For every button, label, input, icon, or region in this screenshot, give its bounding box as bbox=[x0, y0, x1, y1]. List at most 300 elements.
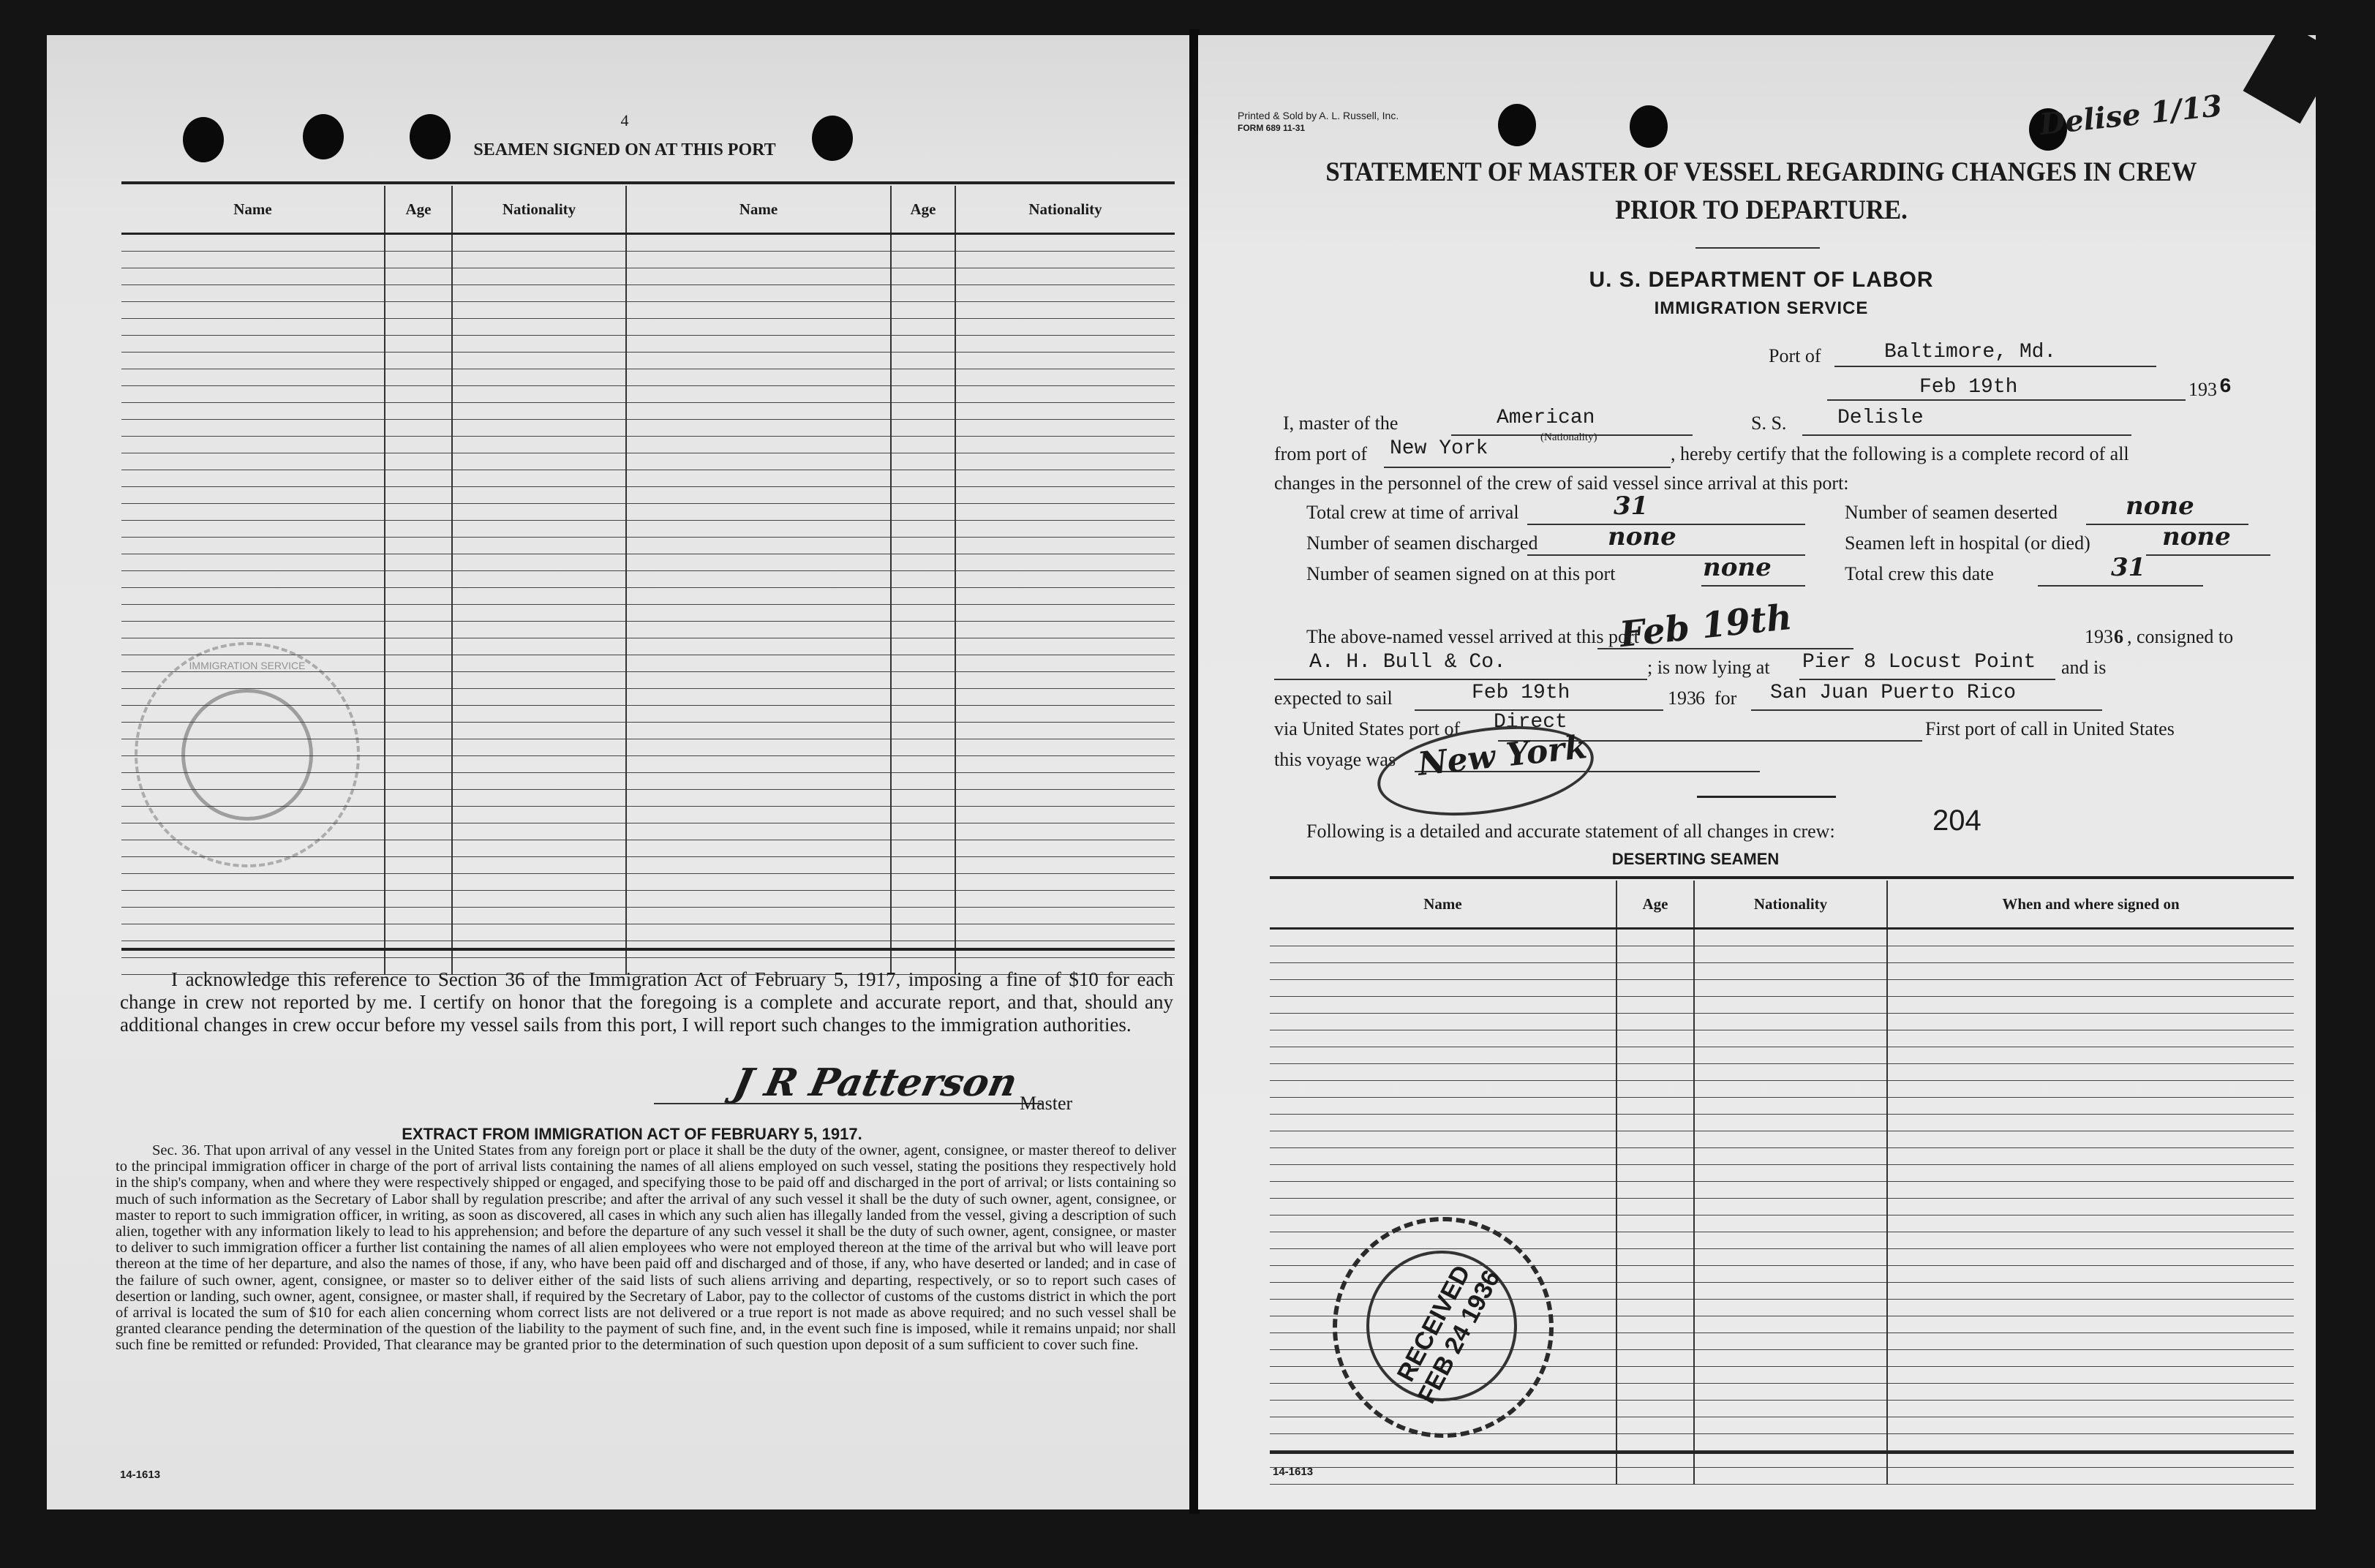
table-cell bbox=[452, 756, 626, 773]
table-cell bbox=[452, 386, 626, 403]
master-signature: J R Patterson bbox=[729, 1060, 1022, 1105]
title-rule bbox=[1695, 247, 1820, 249]
table-cell bbox=[1616, 1434, 1694, 1451]
table-cell bbox=[1694, 1131, 1887, 1148]
table-cell bbox=[385, 252, 452, 268]
table-cell bbox=[626, 538, 891, 554]
table-row bbox=[1270, 1165, 2294, 1182]
table-cell bbox=[955, 689, 1175, 706]
table-cell bbox=[1694, 1350, 1887, 1367]
table-cell bbox=[955, 807, 1175, 823]
table-cell bbox=[452, 605, 626, 622]
master-of-label: I, master of the bbox=[1283, 412, 1399, 434]
table-cell bbox=[1616, 1182, 1694, 1199]
date-value: Feb 19th bbox=[1919, 376, 2018, 399]
table-cell bbox=[452, 588, 626, 605]
table-cell bbox=[955, 672, 1175, 689]
table-cell bbox=[626, 924, 891, 941]
table-cell bbox=[1694, 1316, 1887, 1333]
table-cell bbox=[1694, 1232, 1887, 1249]
table-cell bbox=[385, 891, 452, 908]
table-cell bbox=[385, 453, 452, 470]
table-cell bbox=[452, 487, 626, 504]
table-cell bbox=[1694, 929, 1887, 946]
table-cell bbox=[385, 234, 452, 252]
table-cell bbox=[891, 437, 955, 453]
table-cell bbox=[385, 302, 452, 319]
table-cell bbox=[1694, 1047, 1887, 1064]
table-cell bbox=[385, 319, 452, 336]
table-cell bbox=[891, 521, 955, 538]
table-cell bbox=[1694, 1199, 1887, 1215]
table-cell bbox=[955, 857, 1175, 874]
table-cell bbox=[1616, 1333, 1694, 1350]
table-cell bbox=[385, 924, 452, 941]
table-row bbox=[1270, 1030, 2294, 1047]
table-cell bbox=[1694, 1417, 1887, 1434]
punch-hole bbox=[1498, 104, 1536, 146]
table-cell bbox=[1887, 1350, 2294, 1367]
table-row bbox=[1270, 1182, 2294, 1199]
table-cell bbox=[626, 857, 891, 874]
signed-on-line bbox=[1701, 585, 1805, 587]
expected-label: expected to sail bbox=[1274, 687, 1393, 709]
table-row bbox=[1270, 1098, 2294, 1115]
table-cell bbox=[385, 689, 452, 706]
table-cell bbox=[121, 622, 385, 638]
table-cell bbox=[385, 420, 452, 437]
table-cell bbox=[452, 403, 626, 420]
table-cell bbox=[891, 655, 955, 672]
table-cell bbox=[626, 723, 891, 739]
destination-value: San Juan Puerto Rico bbox=[1770, 682, 2017, 704]
table-cell bbox=[452, 521, 626, 538]
table-cell bbox=[955, 723, 1175, 739]
table-cell bbox=[385, 369, 452, 386]
col-age: Age bbox=[1616, 881, 1694, 929]
table-cell bbox=[121, 369, 385, 386]
table-cell bbox=[1270, 1199, 1616, 1215]
stamp-inner-ring bbox=[181, 689, 313, 821]
table-row bbox=[121, 252, 1175, 268]
table-cell bbox=[891, 773, 955, 790]
table-cell bbox=[1270, 929, 1616, 946]
table-cell bbox=[891, 807, 955, 823]
table-cell bbox=[955, 588, 1175, 605]
table-cell bbox=[1694, 1468, 1887, 1485]
table-cell bbox=[1694, 1384, 1887, 1401]
table-cell bbox=[385, 706, 452, 723]
service-name: IMMIGRATION SERVICE bbox=[1654, 298, 1869, 318]
nationality-value: American bbox=[1497, 407, 1595, 429]
table-cell bbox=[1694, 1434, 1887, 1451]
table-row bbox=[121, 538, 1175, 554]
table-cell bbox=[626, 823, 891, 840]
table-cell bbox=[1616, 1367, 1694, 1384]
table-row bbox=[1270, 946, 2294, 963]
table-cell bbox=[385, 470, 452, 487]
table-header-row bbox=[1270, 881, 2294, 929]
table-cell bbox=[1887, 1401, 2294, 1417]
printer-credit: Printed & Sold by A. L. Russell, Inc. bbox=[1238, 110, 1399, 121]
arrived-year-digit: 6 bbox=[2114, 626, 2123, 647]
signed-on-label: Number of seamen signed on at this port bbox=[1306, 563, 1616, 584]
table-cell bbox=[1270, 1468, 1616, 1485]
table-cell bbox=[452, 823, 626, 840]
table-cell bbox=[385, 773, 452, 790]
table-cell bbox=[891, 319, 955, 336]
table-cell bbox=[121, 554, 385, 571]
table-cell bbox=[121, 268, 385, 285]
table-cell bbox=[1887, 1333, 2294, 1350]
table-cell bbox=[1270, 1064, 1616, 1081]
table-cell bbox=[955, 403, 1175, 420]
table-cell bbox=[891, 588, 955, 605]
arrived-date-value: Feb 19th bbox=[1617, 596, 1794, 656]
table-cell bbox=[1887, 1300, 2294, 1316]
table-row bbox=[121, 453, 1175, 470]
table-cell bbox=[1887, 1081, 2294, 1098]
table-row bbox=[121, 874, 1175, 891]
table-cell bbox=[1694, 1182, 1887, 1199]
table-cell bbox=[626, 268, 891, 285]
table-cell bbox=[1887, 1283, 2294, 1300]
table-cell bbox=[891, 790, 955, 807]
table-cell bbox=[955, 386, 1175, 403]
table-cell bbox=[1616, 929, 1694, 946]
acknowledgement-text: I acknowledge this reference to Section 36 of the Immigration Act of February 5, 1917, imposing a fine of $10 for each change in crew not reported by me. I certify on honor that the foregoing is a complete and accurate report, and that, should any additional changes in crew occur before my vessel sails from this port, I will report such changes to the immigration authorities. bbox=[120, 968, 1173, 1036]
table-cell bbox=[1887, 963, 2294, 980]
table-cell bbox=[1616, 1115, 1694, 1131]
table-cell bbox=[891, 353, 955, 369]
table-cell bbox=[385, 521, 452, 538]
table-cell bbox=[955, 739, 1175, 756]
table-cell bbox=[1694, 1064, 1887, 1081]
table-cell bbox=[1616, 1417, 1694, 1434]
table-cell bbox=[1616, 1047, 1694, 1064]
sail-year: 193 bbox=[1668, 687, 1696, 709]
table-cell bbox=[891, 554, 955, 571]
consignee-value: A. H. Bull & Co. bbox=[1309, 651, 1506, 674]
table-cell bbox=[1270, 1148, 1616, 1165]
punch-hole bbox=[303, 114, 344, 159]
table-cell bbox=[1694, 1215, 1887, 1232]
table-cell bbox=[1887, 929, 2294, 946]
table-row bbox=[121, 437, 1175, 453]
col-age: Age bbox=[891, 186, 955, 234]
via-label: via United States port of bbox=[1274, 718, 1461, 739]
table-cell bbox=[1616, 1316, 1694, 1333]
table-cell bbox=[452, 268, 626, 285]
table-cell bbox=[891, 234, 955, 252]
table-cell bbox=[955, 302, 1175, 319]
left-page bbox=[47, 35, 1191, 1509]
table-cell bbox=[626, 487, 891, 504]
table-cell bbox=[1887, 1148, 2294, 1165]
table-cell bbox=[955, 268, 1175, 285]
table-cell bbox=[452, 706, 626, 723]
discharged-value: none bbox=[1608, 522, 1676, 551]
signature-line bbox=[654, 1103, 1042, 1104]
table-cell bbox=[1616, 980, 1694, 997]
table-cell bbox=[385, 874, 452, 891]
certify-text: , hereby certify that the following is a complete record of all bbox=[1671, 443, 2129, 464]
col-name: Name bbox=[1270, 881, 1616, 929]
deserted-value: none bbox=[2126, 491, 2194, 521]
table-cell bbox=[955, 638, 1175, 655]
table-cell bbox=[626, 790, 891, 807]
table-cell bbox=[385, 437, 452, 453]
vessel-line bbox=[1802, 434, 2131, 436]
col-nationality: Nationality bbox=[955, 186, 1175, 234]
table-cell bbox=[891, 268, 955, 285]
table-cell bbox=[955, 908, 1175, 924]
table-row bbox=[121, 420, 1175, 437]
table-cell bbox=[626, 420, 891, 437]
table-cell bbox=[626, 319, 891, 336]
table-cell bbox=[385, 790, 452, 807]
total-crew-label: Total crew this date bbox=[1845, 563, 1994, 584]
table-cell bbox=[385, 605, 452, 622]
table-cell bbox=[452, 908, 626, 924]
table-cell bbox=[1270, 1182, 1616, 1199]
table-cell bbox=[121, 453, 385, 470]
table-cell bbox=[955, 504, 1175, 521]
table-cell bbox=[955, 655, 1175, 672]
table-cell bbox=[891, 369, 955, 386]
changes-text: changes in the personnel of the crew of said vessel since arrival at this port: bbox=[1274, 472, 1849, 494]
and-is-label: and is bbox=[2061, 657, 2107, 678]
table-cell bbox=[1694, 1283, 1887, 1300]
table-cell bbox=[385, 336, 452, 353]
table-cell bbox=[1616, 1014, 1694, 1030]
table-cell bbox=[1887, 1014, 2294, 1030]
table-cell bbox=[1694, 1081, 1887, 1098]
table-cell bbox=[452, 554, 626, 571]
deserting-bottom-rule bbox=[1270, 1451, 2294, 1454]
table-cell bbox=[452, 470, 626, 487]
table-cell bbox=[1616, 946, 1694, 963]
col-nationality: Nationality bbox=[1694, 881, 1887, 929]
table-row bbox=[1270, 1081, 2294, 1098]
table-cell bbox=[1270, 1081, 1616, 1098]
table-cell bbox=[121, 571, 385, 588]
immigration-stamp bbox=[135, 642, 360, 867]
table-cell bbox=[1270, 1047, 1616, 1064]
table-cell bbox=[1616, 1131, 1694, 1148]
table-cell bbox=[452, 302, 626, 319]
table-cell bbox=[1887, 1165, 2294, 1182]
table-cell bbox=[1887, 1115, 2294, 1131]
table-row bbox=[121, 622, 1175, 638]
table-cell bbox=[452, 773, 626, 790]
table-cell bbox=[626, 252, 891, 268]
sail-date-value: Feb 19th bbox=[1472, 682, 1570, 704]
table-cell bbox=[1887, 1098, 2294, 1115]
table-cell bbox=[1694, 963, 1887, 980]
table-cell bbox=[626, 437, 891, 453]
table-row bbox=[121, 336, 1175, 353]
table-cell bbox=[452, 655, 626, 672]
table-cell bbox=[626, 908, 891, 924]
total-crew-line bbox=[2038, 585, 2203, 587]
table-cell bbox=[452, 891, 626, 908]
table-cell bbox=[452, 336, 626, 353]
table-cell bbox=[1887, 1417, 2294, 1434]
table-cell bbox=[1694, 1014, 1887, 1030]
table-cell bbox=[1887, 946, 2294, 963]
table-cell bbox=[626, 756, 891, 773]
table-cell bbox=[1694, 980, 1887, 997]
table-cell bbox=[1887, 1249, 2294, 1266]
table-cell bbox=[1694, 997, 1887, 1014]
table-cell bbox=[121, 403, 385, 420]
table-cell bbox=[452, 622, 626, 638]
deserting-title: DESERTING SEAMEN bbox=[1611, 850, 1780, 868]
table-cell bbox=[955, 369, 1175, 386]
table-cell bbox=[452, 790, 626, 807]
table-cell bbox=[626, 521, 891, 538]
extract-text: Sec. 36. That upon arrival of any vessel in the United States from any foreign port or place it shall be the duty of the owner, agent, consignee, or master thereof to deliver to the principal immigration officer in charge of the port of arrival lists containing the names of all aliens employed on such vessel, stating the positions they respectively hold in the ship's company, when and where they were respectively shipped or engaged, and specifying those to be paid off and discharged in the port of arrival; or lists containing so much of such information as the Secretary of Labor shall by regulation prescribe; and after the arrival of any such vessel it shall be the duty of such owner, agent, consignee, or master to report to such immigration officer, in writing, as soon as discovered, all cases in which any such alien has illegally landed from the vessel, giving a description of such alien, together with any information likely to lead to his apprehension; and before the departure of any such vessel it shall be the duty of such owner, agent, consignee, or master to deliver to such immigration officer a further list containing the names of all alien employees who were not employed thereon at the time of the arrival but who will leave port thereon at the time of her departure, and also the names of those, if any, who have been paid off and discharged and of those, if any, who have deserted or landed; and in case of the failure of such owner, agent, consignee, or master so to deliver either of the said lists of such aliens arriving and departing, respectively, or so to report such cases of desertion or landing, such owner, agent, consignee, or master shall, if required by the Secretary of Labor, pay to the collector of customs of the customs district in which the port of arrival is located the sum of $10 for each alien concerning whom correct lists are not delivered or a true report is not made as above required; and no such vessel shall be granted clearance pending the determination of the question of the liability to the payment of such fine, and, in the event such fine is imposed, while it remains unpaid; nor shall such fine be remitted or refunded: Provided, That clearance may be granted prior to the determination of such question upon deposit of a sum sufficient to cover such fine. bbox=[116, 1142, 1176, 1354]
port-value: Baltimore, Md. bbox=[1884, 341, 2057, 363]
table-cell bbox=[1616, 1148, 1694, 1165]
table-row bbox=[121, 605, 1175, 622]
table-cell bbox=[891, 723, 955, 739]
table-cell bbox=[626, 739, 891, 756]
table-cell bbox=[891, 605, 955, 622]
table-cell bbox=[955, 823, 1175, 840]
table-cell bbox=[955, 790, 1175, 807]
table-cell bbox=[626, 638, 891, 655]
table-cell bbox=[955, 874, 1175, 891]
received-stamp-text: RECEIVED FEB 24 1936 bbox=[1391, 1260, 1506, 1409]
table-cell bbox=[121, 302, 385, 319]
table-row bbox=[1270, 1115, 2294, 1131]
col-nationality: Nationality bbox=[452, 186, 626, 234]
table-cell bbox=[452, 840, 626, 857]
table-cell bbox=[955, 285, 1175, 302]
table-cell bbox=[1887, 1232, 2294, 1249]
table-cell bbox=[891, 538, 955, 554]
table-row bbox=[1270, 929, 2294, 946]
table-row bbox=[1270, 963, 2294, 980]
table-cell bbox=[955, 336, 1175, 353]
hospital-value: none bbox=[2162, 522, 2231, 551]
table-cell bbox=[121, 336, 385, 353]
total-crew-value: 31 bbox=[2111, 553, 2146, 582]
table-cell bbox=[891, 874, 955, 891]
table-cell bbox=[385, 285, 452, 302]
table-row bbox=[121, 234, 1175, 252]
table-cell bbox=[955, 773, 1175, 790]
table-cell bbox=[891, 638, 955, 655]
table-cell bbox=[891, 336, 955, 353]
table-cell bbox=[1616, 1215, 1694, 1232]
table-cell bbox=[1887, 1131, 2294, 1148]
table-cell bbox=[1270, 997, 1616, 1014]
year-digit: 6 bbox=[2219, 376, 2232, 399]
from-port-label: from port of bbox=[1274, 443, 1368, 464]
table-cell bbox=[1616, 1232, 1694, 1249]
table-cell bbox=[891, 622, 955, 638]
table-cell bbox=[955, 538, 1175, 554]
table-cell bbox=[891, 453, 955, 470]
table-cell bbox=[1694, 1300, 1887, 1316]
table-cell bbox=[955, 891, 1175, 908]
table-cell bbox=[452, 285, 626, 302]
table-cell bbox=[385, 807, 452, 823]
table-row bbox=[121, 268, 1175, 285]
table-cell bbox=[452, 672, 626, 689]
table-cell bbox=[1887, 1064, 2294, 1081]
table-cell bbox=[1616, 1165, 1694, 1182]
punch-hole bbox=[183, 117, 224, 162]
form-title-line2: PRIOR TO DEPARTURE. bbox=[1615, 195, 1908, 225]
table-cell bbox=[385, 638, 452, 655]
table-row bbox=[121, 369, 1175, 386]
table-cell bbox=[955, 252, 1175, 268]
table-cell bbox=[891, 571, 955, 588]
table-cell bbox=[626, 689, 891, 706]
table-cell bbox=[626, 773, 891, 790]
signed-on-value: none bbox=[1703, 553, 1772, 582]
table-cell bbox=[1270, 963, 1616, 980]
table-cell bbox=[1616, 1098, 1694, 1115]
table-cell bbox=[891, 672, 955, 689]
table-row bbox=[1270, 997, 2294, 1014]
table-cell bbox=[626, 840, 891, 857]
lying-value: Pier 8 Locust Point bbox=[1802, 651, 2036, 674]
received-stamp bbox=[1333, 1217, 1554, 1438]
department-name: U. S. DEPARTMENT OF LABOR bbox=[1589, 268, 1934, 292]
table-cell bbox=[955, 840, 1175, 857]
extract-title: EXTRACT FROM IMMIGRATION ACT OF FEBRUARY 5, 1917. bbox=[402, 1125, 862, 1143]
table-row bbox=[121, 924, 1175, 941]
table-cell bbox=[891, 420, 955, 437]
table-cell bbox=[121, 487, 385, 504]
ss-label: S. S. bbox=[1751, 412, 1787, 434]
table-cell bbox=[626, 622, 891, 638]
table-cell bbox=[1694, 1367, 1887, 1384]
table-cell bbox=[891, 840, 955, 857]
discharged-label: Number of seamen discharged bbox=[1306, 532, 1538, 554]
left-form-number: 14-1613 bbox=[120, 1469, 161, 1481]
table-cell bbox=[1270, 1098, 1616, 1115]
table-cell bbox=[385, 554, 452, 571]
table-row bbox=[1270, 1047, 2294, 1064]
table-cell bbox=[955, 470, 1175, 487]
col-age: Age bbox=[385, 186, 452, 234]
table-cell bbox=[955, 319, 1175, 336]
table-cell bbox=[452, 571, 626, 588]
table-cell bbox=[891, 302, 955, 319]
table-cell bbox=[1694, 1401, 1887, 1417]
table-cell bbox=[626, 605, 891, 622]
voyage-label: this voyage was bbox=[1274, 749, 1396, 770]
table-cell bbox=[626, 554, 891, 571]
table-cell bbox=[121, 605, 385, 622]
table-cell bbox=[385, 386, 452, 403]
table-cell bbox=[1616, 1384, 1694, 1401]
vessel-value: Delisle bbox=[1837, 407, 1924, 429]
table-cell bbox=[1270, 980, 1616, 997]
table-cell bbox=[452, 874, 626, 891]
table-cell bbox=[121, 874, 385, 891]
table-cell bbox=[891, 857, 955, 874]
torn-corner bbox=[2243, 35, 2316, 124]
section-title: SEAMEN SIGNED ON AT THIS PORT bbox=[473, 140, 776, 159]
table-cell bbox=[955, 353, 1175, 369]
